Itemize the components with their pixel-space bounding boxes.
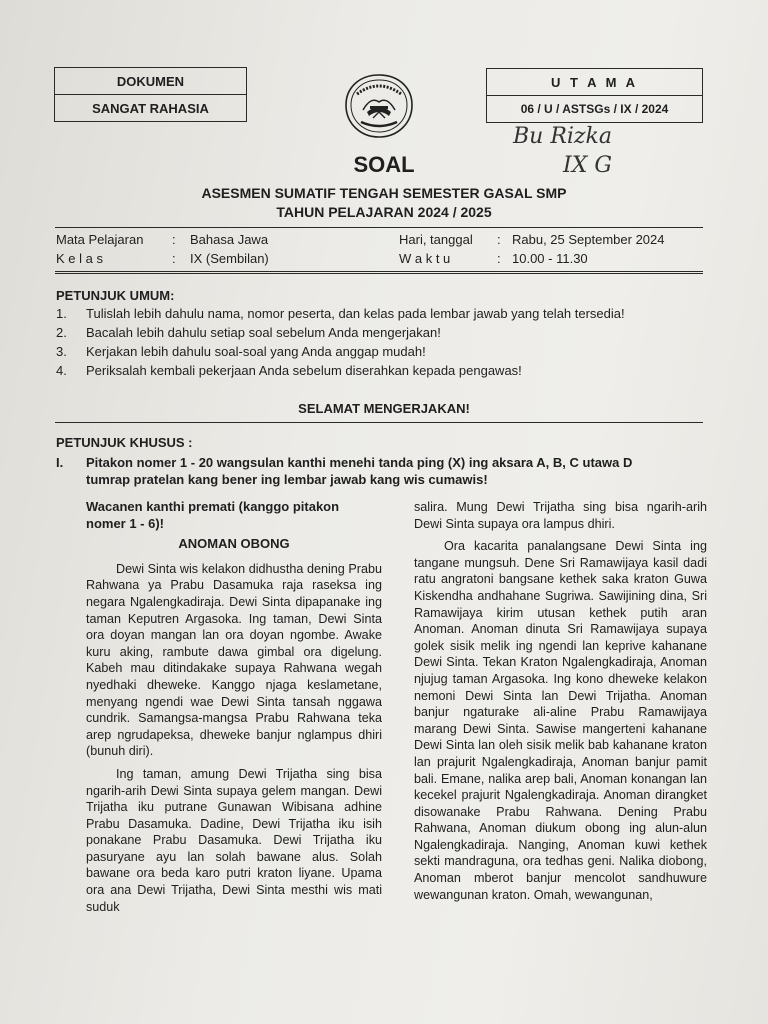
reading-prompt: Wacanen kanthi premati (kanggo pitakon <box>86 499 340 514</box>
list-item: 1. Tulislah lebih dahulu nama, nomor peserta, dan kelas pada lembar jawab yang telah tersedia! <box>56 306 625 321</box>
separator: : <box>172 251 176 266</box>
reading-prompt: nomer 1 - 6)! <box>86 515 165 531</box>
section-instruction-line: tumrap pratelan kang bener ing lembar jawab kang wis cumawis! <box>86 472 488 487</box>
page-title: SOAL <box>353 152 415 177</box>
status-label: U T A M A <box>551 74 638 90</box>
closing-greeting: SELAMAT MENGERJAKAN! <box>298 401 470 416</box>
list-item: 2. Bacalah lebih dahulu setiap soal sebelum Anda mengerjakan! <box>56 325 441 340</box>
section-number: I. <box>56 455 64 470</box>
list-item: 4. Periksalah kembali pekerjaan Anda sebelum diserahkan kepada pengawas! <box>56 363 522 378</box>
academic-year: TAHUN PELAJARAN 2024 / 2025 <box>276 204 492 220</box>
divider <box>55 422 703 423</box>
class-label: K e l a s <box>56 251 103 266</box>
divider <box>55 271 703 274</box>
separator: : <box>497 251 501 266</box>
exam-name: ASESMEN SUMATIF TENGAH SEMESTER GASAL SMP <box>201 185 567 201</box>
document-class-box <box>54 67 247 122</box>
special-instructions-heading: PETUNJUK KHUSUS : <box>56 435 193 450</box>
class-value: IX (Sembilan) <box>190 251 269 266</box>
divider <box>55 227 703 228</box>
story-paragraph: salira. Mung Dewi Trijatha sing bisa ngarih-arih Dewi Sinta supaya ora lampus dhiri. <box>414 500 707 531</box>
time-value: 10.00 - 11.30 <box>512 251 588 266</box>
day-label: Hari, tanggal <box>399 232 473 247</box>
list-item: 3. Kerjakan lebih dahulu soal-soal yang Anda anggap mudah! <box>56 344 426 359</box>
general-instructions-list <box>56 304 716 380</box>
separator: : <box>497 232 501 247</box>
left-column <box>86 499 382 915</box>
secrecy-label: SANGAT RAHASIA <box>55 94 246 121</box>
day-value: Rabu, 25 September 2024 <box>512 232 665 247</box>
story-paragraph: Dewi Sinta wis kelakon didhustha dening Prabu Rahwana ya Prabu Dasamuka raja raseksa ing negara Ngalengkadiraja. Dewi Sinta dipapanake ing taman Keputren Argasoka. Ing taman, Dewi Sinta ora doyan mangan lan ora doyan ngombe. Awake kuru aking, rambute dawa gimbal ora digelung. Kabeh mau ditindakake supaya Rahwana wegah nyedhaki dheweke. Kanggo njaga keslametane, menyang ngendi wae Dewi Sinta tansah nggawa cundrik. Samangsa-mangsa Prabu Rahwana teka arep ngrudapeksa, dheweke banjur nglampus dhiri (bunuh diri). <box>86 561 382 759</box>
handwritten-class: IX G <box>563 153 612 178</box>
general-instructions-heading: PETUNJUK UMUM: <box>56 288 175 303</box>
time-label: W a k t u <box>399 251 451 266</box>
story-paragraph: Ing taman, amung Dewi Trijatha sing bisa ngarih-arih Dewi Sinta supaya gelem mangan. Dewi Trijatha iku putrane Gunawan Wibisana adhine Prabu Dasamuka. Dadine, Dewi Trijatha iku isih ponakane Prabu Dasamuka. Dewi Trijatha iku pasuryane ayu lan solah bawane alus. Solah bawane ora beda karo putri kraton liyane. Upama ora ana Dewi Trijatha, Dewi Sinta mesthi wis mati suduk <box>86 766 382 914</box>
subject-value: Bahasa Jawa <box>190 232 269 247</box>
tut-wuri-handayani-emblem-icon <box>343 72 415 140</box>
section-instruction-line: Pitakon nomer 1 - 20 wangsulan kanthi menehi tanda ping (X) ing aksara A, B, C utawa D <box>86 455 633 470</box>
story-title: ANOMAN OBONG <box>178 536 290 552</box>
document-status-box <box>486 68 703 123</box>
document-label: DOKUMEN <box>116 73 185 89</box>
right-column <box>414 499 707 903</box>
separator: : <box>172 232 176 247</box>
document-code: 06 / U / ASTSGs / IX / 2024 <box>487 95 702 122</box>
handwritten-teacher-name: Bu Rizka <box>513 124 612 149</box>
story-paragraph: Ora kacarita panalangsane Dewi Sinta ing tangane mungsuh. Dene Sri Ramawijaya kasil dadi ratu angratoni bangsane kethek saka kraton Guwa Kiskendha andhahane Sugriwa. Sawijining dina, Sri Ramawijaya kirim utusan kethek putih aran Anoman. Anoman dinuta Sri Ramawijaya supaya golek sisik melik ing ngendi lan keprive kahanane Dewi Sinta. Tekan Kraton Ngalengkadiraja, Anoman njujug taman Argasoka. Ing kono dheweke kelakon nemoni Dewi Sinta lan Dewi Trijatha. Anoman banjur ngaturake ali-aline Prabu Ramawijaya marang Dewi Sinta. Sawise mangerteni kahanane Dewi Sinta lan oleh sisik melik bab kahanane kraton lan prajurit Ngalengkadiraja, Anoman banjur pamit bali. Emane, nalika arep bali, Anoman konangan lan kecekel prajurit Ngalengkadiraja. Anoman dirangket disowanake Prabu Rahwana. Dening Prabu Rahwana, Anoman diukum obong ing alun-alun Ngalengkadiraja. Nanging, Anoman kuwi kethek sekti mandraguna, ora tedhas geni. Nalika diobong, Anoman mberot banjur mencolot sandhuwure wewangunan kraton. Omah, wewangunan, <box>414 539 707 902</box>
subject-label: Mata Pelajaran <box>56 232 144 247</box>
